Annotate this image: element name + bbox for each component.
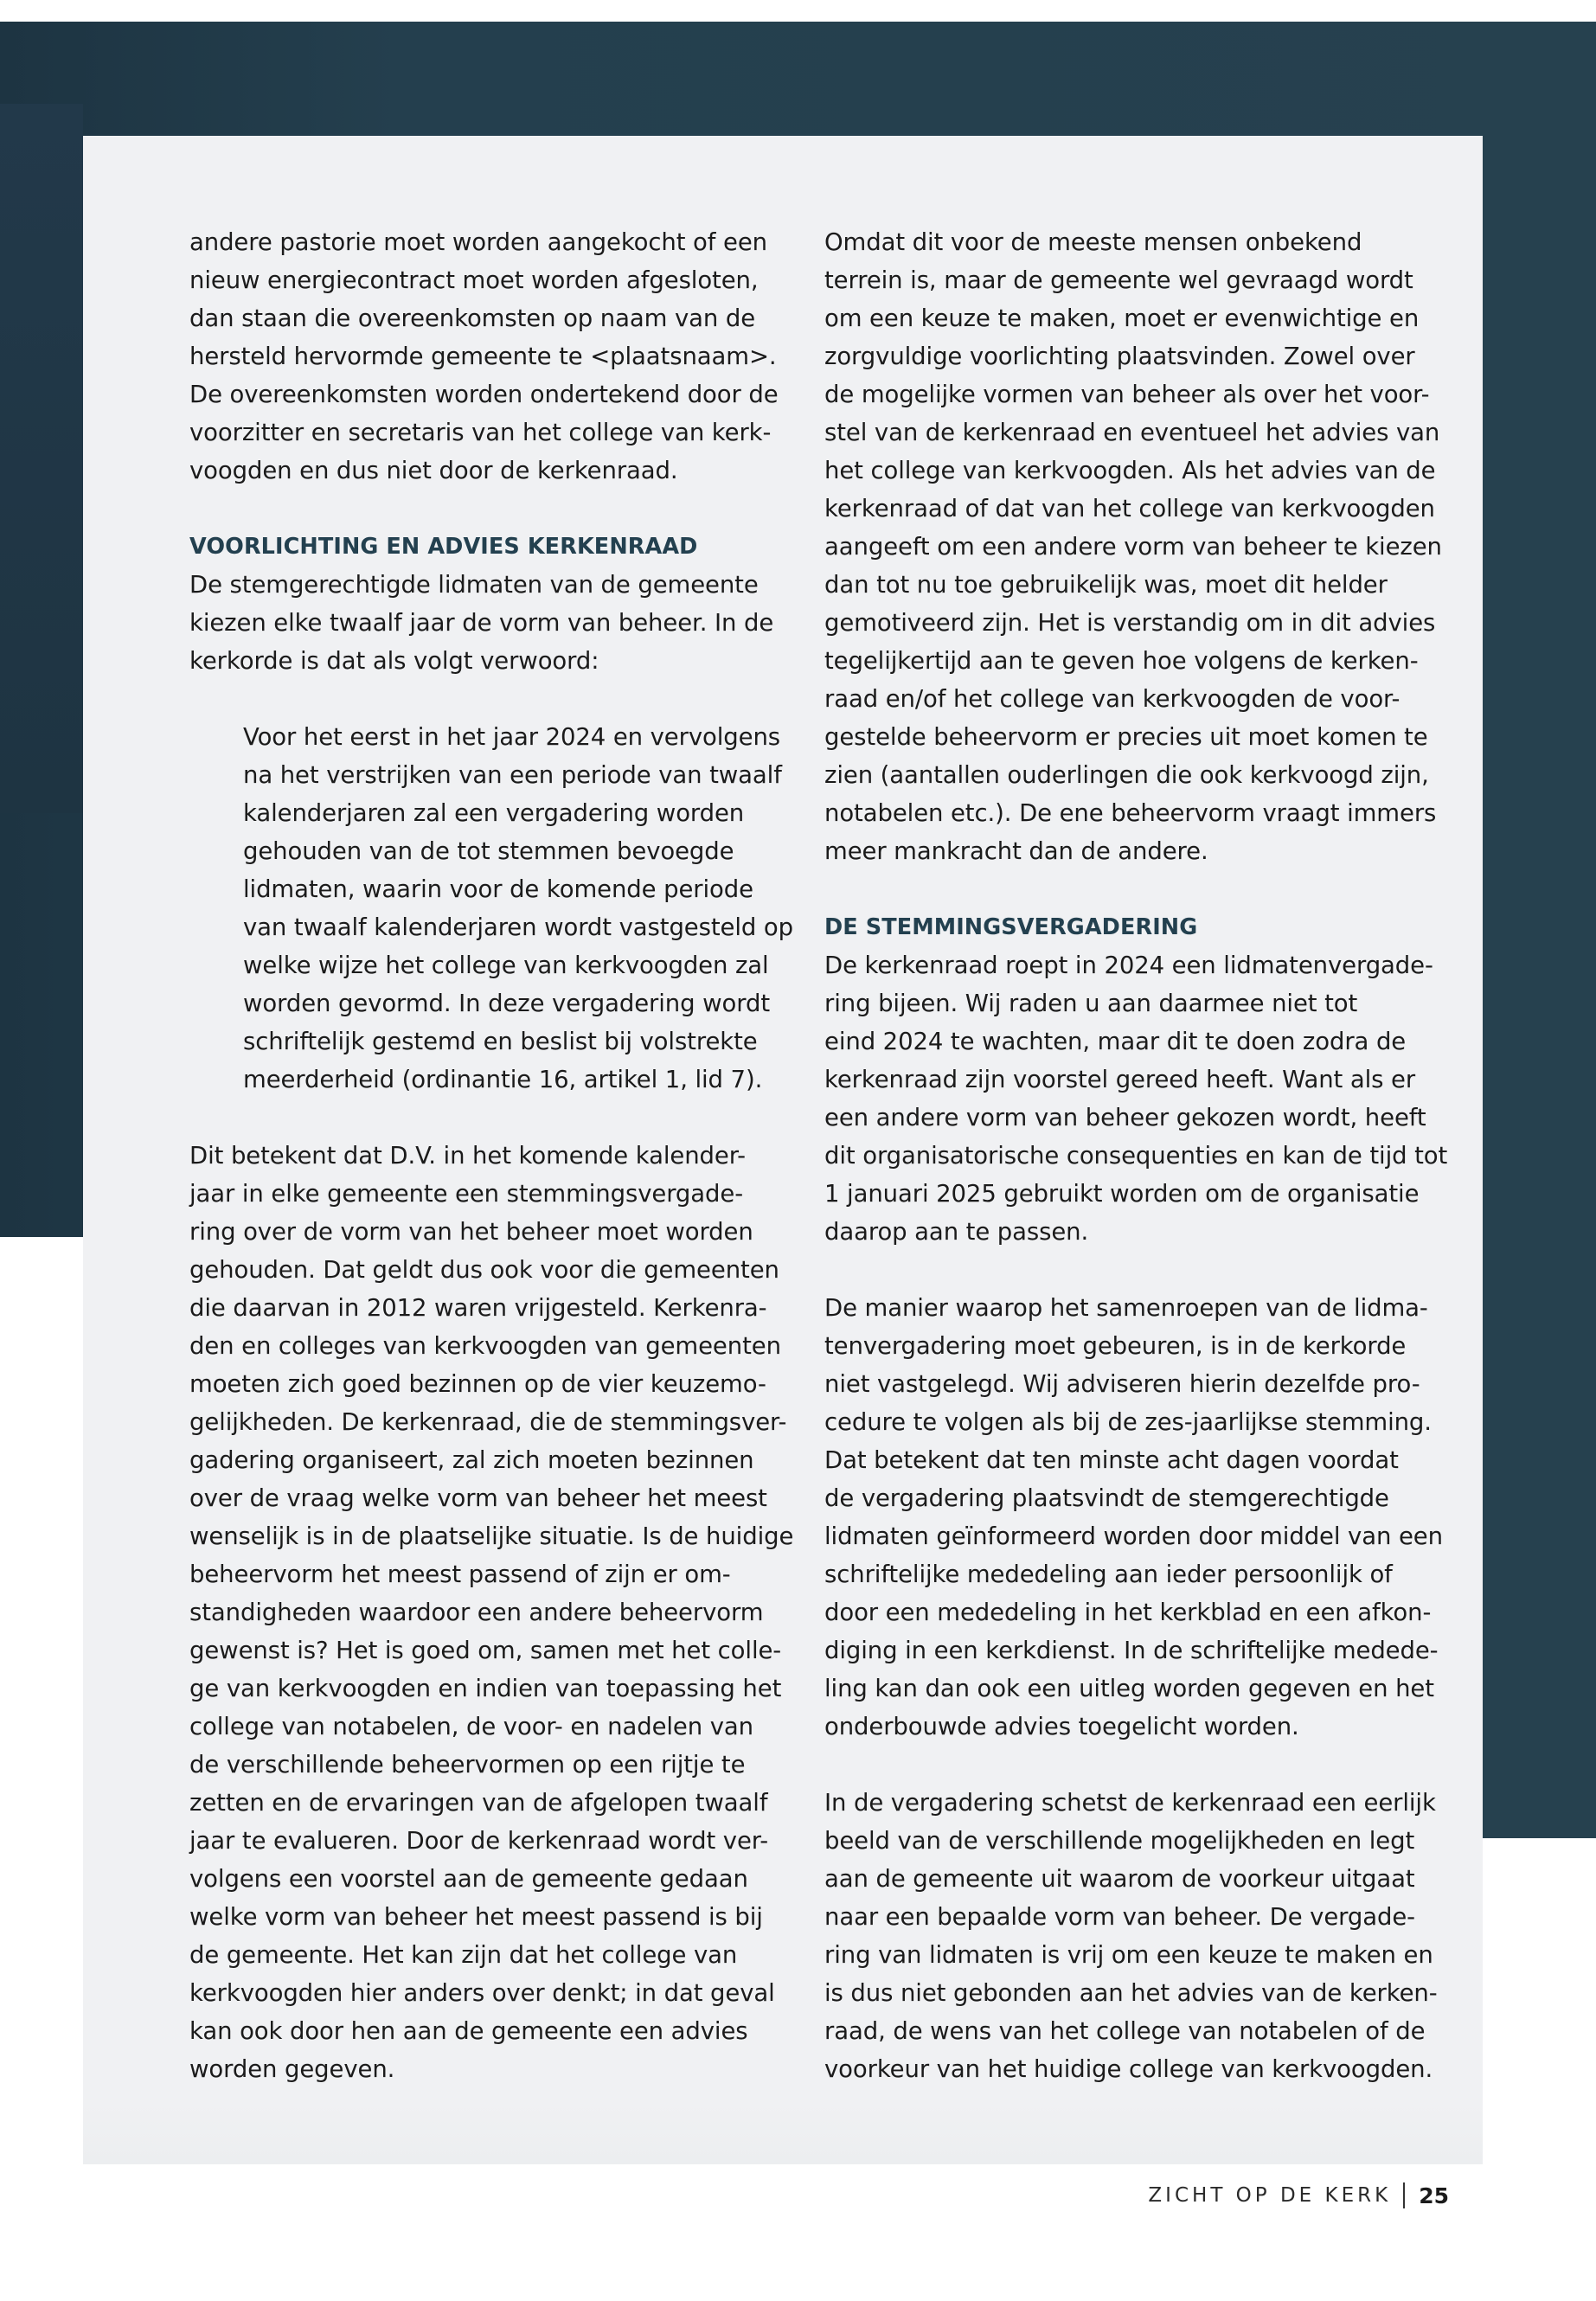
- text-line: kalenderjaren zal een vergadering worden: [243, 799, 745, 827]
- text-line: zorgvuldige voorlichting plaatsvinden. Zowel over: [824, 343, 1415, 370]
- text-line: De kerkenraad roept in 2024 een lidmatenvergade-: [824, 952, 1433, 979]
- text-line: daarop aan te passen.: [824, 1218, 1089, 1246]
- text-line: beeld van de verschillende mogelijkheden en legt: [824, 1827, 1415, 1855]
- text-line: voorkeur van het huidige college van kerkvoogden.: [824, 2055, 1433, 2083]
- voorlichting-paragraph: [189, 566, 786, 680]
- section-heading-voorlichting: VOORLICHTING EN ADVIES KERKENRAAD: [189, 534, 698, 560]
- text-line: moeten zich goed bezinnen op de vier keuzemo-: [189, 1370, 766, 1398]
- text-line: meer mankracht dan de andere.: [824, 837, 1208, 865]
- text-line: terrein is, maar de gemeente wel gevraagd wordt: [824, 266, 1413, 294]
- page-footer: [1148, 2182, 1449, 2208]
- text-line: niet vastgelegd. Wij adviseren hierin dezelfde pro-: [824, 1370, 1420, 1398]
- text-line: De stemgerechtigde lidmaten van de gemeente: [189, 571, 759, 599]
- text-line: andere pastorie moet worden aangekocht of een: [189, 228, 767, 256]
- text-line: welke vorm van beheer het meest passend is bij: [189, 1903, 763, 1931]
- text-line: jaar in elke gemeente een stemmingsvergade-: [189, 1180, 744, 1208]
- text-line: over de vraag welke vorm van beheer het meest: [189, 1484, 767, 1512]
- text-line: de mogelijke vormen van beheer als over het voor-: [824, 381, 1430, 408]
- text-line: voogden en dus niet door de kerkenraad.: [189, 457, 678, 484]
- text-line: worden gevormd. In deze vergadering wordt: [243, 990, 771, 1017]
- text-line: ge van kerkvoogden en indien van toepassing het: [189, 1675, 782, 1702]
- text-line: gelijkheden. De kerkenraad, die de stemmingsver-: [189, 1408, 787, 1436]
- text-line: schriftelijk gestemd en beslist bij volstrekte: [243, 1028, 758, 1055]
- text-line: 1 januari 2025 gebruikt worden om de organisatie: [824, 1180, 1420, 1208]
- text-line: is dus niet gebonden aan het advies van de kerken-: [824, 1979, 1438, 2007]
- text-line: stel van de kerkenraad en eventueel het advies van: [824, 419, 1440, 446]
- text-line: raad en/of het college van kerkvoogden de voor-: [824, 685, 1401, 713]
- text-line: na het verstrijken van een periode van twaalf: [243, 761, 782, 789]
- text-line: voorzitter en secretaris van het college van kerk-: [189, 419, 772, 446]
- text-line: wenselijk is in de plaatselijke situatie. Is de huidige: [189, 1522, 794, 1550]
- betekenis-paragraph: [189, 1137, 794, 2088]
- page-number: 25: [1419, 2182, 1449, 2208]
- text-line: eind 2024 te wachten, maar dit te doen zodra de: [824, 1028, 1407, 1055]
- text-line: kiezen elke twaalf jaar de vorm van beheer. In de: [189, 609, 774, 637]
- content-panel-fade: [83, 2102, 1483, 2164]
- footer-separator: [1403, 2182, 1405, 2208]
- text-line: zien (aantallen ouderlingen die ook kerkvoogd zijn,: [824, 761, 1429, 789]
- text-line: het college van kerkvoogden. Als het advies van de: [824, 457, 1436, 484]
- text-line: welke wijze het college van kerkvoogden zal: [243, 952, 769, 979]
- text-line: tenvergadering moet gebeuren, is in de kerkorde: [824, 1332, 1407, 1360]
- text-line: kerkenraad of dat van het college van kerkvoogden: [824, 495, 1435, 522]
- text-line: zetten en de ervaringen van de afgelopen twaalf: [189, 1789, 768, 1817]
- samenroepen-paragraph: [824, 1289, 1443, 1746]
- text-line: schriftelijke mededeling aan ieder persoonlijk of: [824, 1561, 1393, 1588]
- voorlichting-continued-paragraph: [824, 223, 1442, 870]
- publication-name: ZICHT OP DE KERK: [1148, 2184, 1392, 2207]
- text-line: de gemeente. Het kan zijn dat het college van: [189, 1941, 738, 1969]
- right-column: [824, 223, 1448, 2088]
- text-line: Voor het eerst in het jaar 2024 en vervolgens: [243, 723, 781, 751]
- text-line: worden gegeven.: [189, 2055, 395, 2083]
- text-line: jaar te evalueren. Door de kerkenraad wordt ver-: [189, 1827, 769, 1855]
- text-line: raad, de wens van het college van notabelen of de: [824, 2017, 1426, 2045]
- text-line: dan tot nu toe gebruikelijk was, moet dit helder: [824, 571, 1388, 599]
- text-line: notabelen etc.). De ene beheervorm vraagt immers: [824, 799, 1437, 827]
- text-line: volgens een voorstel aan de gemeente gedaan: [189, 1865, 748, 1893]
- text-line: den en colleges van kerkvoogden van gemeenten: [189, 1332, 781, 1360]
- text-line: diging in een kerkdienst. In de schriftelijke medede-: [824, 1637, 1439, 1664]
- text-line: gehouden. Dat geldt dus ook voor die gemeenten: [189, 1256, 779, 1284]
- text-line: Dat betekent dat ten minste acht dagen voordat: [824, 1446, 1399, 1474]
- text-line: kerkvoogden hier anders over denkt; in dat geval: [189, 1979, 775, 2007]
- text-line: ring van lidmaten is vrij om een keuze te maken en: [824, 1941, 1433, 1969]
- text-line: Dit betekent dat D.V. in het komende kalender-: [189, 1142, 746, 1170]
- text-line: De manier waarop het samenroepen van de lidma-: [824, 1294, 1428, 1322]
- text-line: beheervorm het meest passend of zijn er om-: [189, 1561, 731, 1588]
- text-line: college van notabelen, de voor- en nadelen van: [189, 1713, 753, 1740]
- background-left-notch: [0, 1237, 83, 1843]
- text-line: gestelde beheervorm er precies uit moet komen te: [824, 723, 1428, 751]
- text-line: aan de gemeente uit waarom de voorkeur uitgaat: [824, 1865, 1415, 1893]
- text-line: De overeenkomsten worden ondertekend door de: [189, 381, 779, 408]
- text-line: kerkenraad zijn voorstel gereed heeft. Want als er: [824, 1066, 1416, 1093]
- text-line: hersteld hervormde gemeente te <plaatsnaam>.: [189, 343, 777, 370]
- text-line: Omdat dit voor de meeste mensen onbekend: [824, 228, 1362, 256]
- text-line: standigheden waardoor een andere beheervorm: [189, 1599, 764, 1626]
- text-line: nieuw energiecontract moet worden afgesloten,: [189, 266, 759, 294]
- text-line: In de vergadering schetst de kerkenraad een eerlijk: [824, 1789, 1436, 1817]
- text-line: gewenst is? Het is goed om, samen met het colle-: [189, 1637, 782, 1664]
- text-line: door een mededeling in het kerkblad en een afkon-: [824, 1599, 1432, 1626]
- text-line: naar een bepaalde vorm van beheer. De vergade-: [824, 1903, 1415, 1931]
- text-line: gemotiveerd zijn. Het is verstandig om in dit advies: [824, 609, 1436, 637]
- text-line: gadering organiseert, zal zich moeten bezinnen: [189, 1446, 754, 1474]
- kerkorde-quote: [243, 718, 793, 1099]
- left-column: [189, 223, 794, 2088]
- text-line: meerderheid (ordinantie 16, artikel 1, lid 7).: [243, 1066, 763, 1093]
- text-line: ring over de vorm van het beheer moet worden: [189, 1218, 753, 1246]
- vergadering-paragraph: [824, 1784, 1438, 2088]
- text-line: cedure te volgen als bij de zes-jaarlijkse stemming.: [824, 1408, 1432, 1436]
- text-line: lidmaten geïnformeerd worden door middel van een: [824, 1522, 1443, 1550]
- intro-paragraph: [189, 223, 786, 490]
- text-line: de verschillende beheervormen op een rijtje te: [189, 1751, 746, 1779]
- text-line: onderbouwde advies toegelicht worden.: [824, 1713, 1299, 1740]
- text-line: ling kan dan ook een uitleg worden gegeven en het: [824, 1675, 1434, 1702]
- background-left-stripe: [0, 104, 83, 813]
- text-line: de vergadering plaatsvindt de stemgerechtigde: [824, 1484, 1389, 1512]
- text-line: van twaalf kalenderjaren wordt vastgesteld op: [243, 913, 793, 941]
- text-line: kerkorde is dat als volgt verwoord:: [189, 647, 599, 675]
- stemmingsvergadering-paragraph: [824, 946, 1448, 1251]
- section-heading-stemmingsvergadering: DE STEMMINGSVERGADERING: [824, 914, 1198, 940]
- text-line: een andere vorm van beheer gekozen wordt, heeft: [824, 1104, 1426, 1131]
- text-line: aangeeft om een andere vorm van beheer te kiezen: [824, 533, 1442, 561]
- text-line: ring bijeen. Wij raden u aan daarmee niet tot: [824, 990, 1358, 1017]
- text-line: kan ook door hen aan de gemeente een advies: [189, 2017, 748, 2045]
- text-line: dit organisatorische consequenties en kan de tijd tot: [824, 1142, 1448, 1170]
- text-line: gehouden van de tot stemmen bevoegde: [243, 837, 734, 865]
- text-line: om een keuze te maken, moet er evenwichtige en: [824, 304, 1420, 332]
- text-line: die daarvan in 2012 waren vrijgesteld. Kerkenra-: [189, 1294, 767, 1322]
- text-line: tegelijkertijd aan te geven hoe volgens de kerken-: [824, 647, 1419, 675]
- text-line: dan staan die overeenkomsten op naam van de: [189, 304, 756, 332]
- text-line: lidmaten, waarin voor de komende periode: [243, 875, 753, 903]
